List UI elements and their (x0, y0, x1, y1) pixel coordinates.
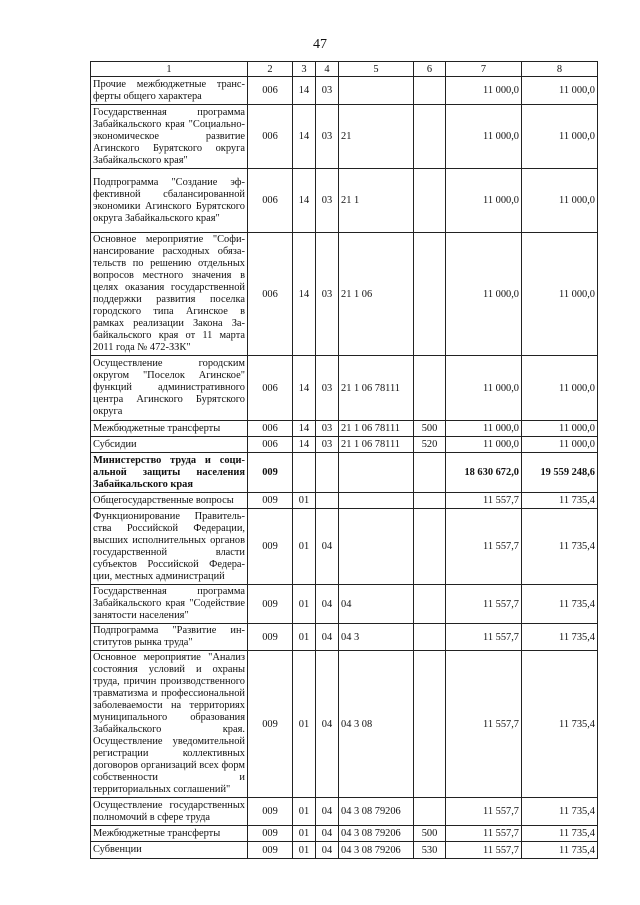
cell-ministry-code: 009 (248, 651, 293, 798)
cell-subsection: 03 (316, 169, 339, 233)
row-name: Осуществление государственных полномочий в сфере труда (91, 798, 248, 826)
cell-amount-year-2: 11 735,4 (522, 826, 598, 842)
table-row (91, 509, 598, 585)
cell-ministry-code: 006 (248, 421, 293, 437)
cell-amount-year-2: 11 000,0 (522, 356, 598, 421)
cell-target-article (339, 453, 414, 493)
cell-amount-year-1: 11 557,7 (446, 624, 522, 651)
cell-section: 01 (293, 624, 316, 651)
table-row (91, 356, 598, 421)
cell-amount-year-1: 11 000,0 (446, 421, 522, 437)
cell-amount-year-2: 11 735,4 (522, 624, 598, 651)
cell-expense-type (414, 233, 446, 356)
cell-amount-year-1: 11 000,0 (446, 356, 522, 421)
cell-expense-type (414, 493, 446, 509)
cell-section: 01 (293, 585, 316, 624)
cell-target-article: 21 (339, 105, 414, 169)
cell-target-article: 21 1 06 78111 (339, 356, 414, 421)
page-number: 47 (313, 37, 327, 52)
column-header-7: 7 (446, 62, 522, 77)
cell-expense-type: 520 (414, 437, 446, 453)
cell-expense-type (414, 509, 446, 585)
cell-section: 01 (293, 798, 316, 826)
table-row (91, 798, 598, 826)
cell-target-article (339, 77, 414, 105)
cell-ministry-code: 009 (248, 585, 293, 624)
cell-expense-type (414, 77, 446, 105)
row-name: Межбюджетные трансферты (91, 826, 248, 842)
cell-expense-type (414, 356, 446, 421)
cell-amount-year-1: 11 557,7 (446, 585, 522, 624)
cell-amount-year-1: 11 000,0 (446, 169, 522, 233)
cell-subsection: 04 (316, 798, 339, 826)
cell-amount-year-1: 18 630 672,0 (446, 453, 522, 493)
cell-section: 01 (293, 842, 316, 859)
table-row (91, 233, 598, 356)
cell-section: 14 (293, 77, 316, 105)
cell-target-article: 04 3 08 79206 (339, 842, 414, 859)
cell-section: 14 (293, 233, 316, 356)
cell-target-article (339, 493, 414, 509)
table-row (91, 585, 598, 624)
cell-amount-year-2: 11 000,0 (522, 105, 598, 169)
cell-section: 14 (293, 437, 316, 453)
cell-amount-year-2: 11 000,0 (522, 437, 598, 453)
cell-expense-type (414, 105, 446, 169)
cell-subsection: 03 (316, 356, 339, 421)
cell-amount-year-2: 11 735,4 (522, 798, 598, 826)
cell-section: 14 (293, 421, 316, 437)
cell-expense-type (414, 585, 446, 624)
table-row (91, 826, 598, 842)
cell-amount-year-2: 11 000,0 (522, 233, 598, 356)
cell-amount-year-2: 11 000,0 (522, 421, 598, 437)
cell-amount-year-1: 11 000,0 (446, 233, 522, 356)
cell-subsection: 03 (316, 421, 339, 437)
cell-ministry-code: 006 (248, 356, 293, 421)
cell-subsection: 03 (316, 105, 339, 169)
cell-subsection: 04 (316, 585, 339, 624)
row-name: Министерство труда и социальной защиты населения Забайкальского края (91, 453, 248, 493)
cell-subsection: 03 (316, 77, 339, 105)
cell-section: 14 (293, 356, 316, 421)
column-header-2: 2 (248, 62, 293, 77)
row-name: Государственная программа Забайкальского края "Социально-экономическое развитие Агинского Бурятского округа Забайкальского края" (91, 105, 248, 169)
column-header-8: 8 (522, 62, 598, 77)
row-name: Прочие межбюджетные трансферты общего характера (91, 77, 248, 105)
row-name: Субсидии (91, 437, 248, 453)
table-row (91, 651, 598, 798)
cell-ministry-code: 009 (248, 842, 293, 859)
row-name: Общегосударственные вопросы (91, 493, 248, 509)
cell-expense-type (414, 798, 446, 826)
row-name: Подпрограмма "Создание эффективной сбалансированной экономики Агинского Бурятского округа Забайкальского края" (91, 169, 248, 233)
cell-target-article: 04 3 08 (339, 651, 414, 798)
row-name: Межбюджетные трансферты (91, 421, 248, 437)
table-row (91, 842, 598, 859)
cell-expense-type (414, 169, 446, 233)
table-body (91, 77, 598, 859)
cell-amount-year-2: 11 735,4 (522, 842, 598, 859)
cell-section: 01 (293, 509, 316, 585)
cell-ministry-code: 009 (248, 826, 293, 842)
cell-target-article: 04 3 08 79206 (339, 826, 414, 842)
cell-expense-type: 530 (414, 842, 446, 859)
cell-subsection: 03 (316, 233, 339, 356)
cell-amount-year-2: 11 000,0 (522, 169, 598, 233)
budget-table (90, 61, 598, 859)
column-header-6: 6 (414, 62, 446, 77)
table-row (91, 437, 598, 453)
cell-subsection: 04 (316, 624, 339, 651)
row-name: Подпрограмма "Развитие институтов рынка труда" (91, 624, 248, 651)
cell-subsection: 04 (316, 842, 339, 859)
cell-ministry-code: 009 (248, 453, 293, 493)
cell-expense-type (414, 651, 446, 798)
row-name: Основное мероприятие "Анализ состояния условий и охраны труда, причин производственного травматизма и профессиональной заболеваемости на территориях муниципального образования Забайкальского края. Осуществление уведомительной регистрации коллективных договоров организаций всех форм собственности и территориальных соглашений" (91, 651, 248, 798)
cell-subsection: 04 (316, 826, 339, 842)
column-header-4: 4 (316, 62, 339, 77)
cell-expense-type (414, 624, 446, 651)
table-row (91, 453, 598, 493)
table-row (91, 105, 598, 169)
cell-target-article: 21 1 06 78111 (339, 421, 414, 437)
cell-amount-year-1: 11 557,7 (446, 509, 522, 585)
table-row (91, 624, 598, 651)
cell-subsection (316, 493, 339, 509)
cell-amount-year-1: 11 000,0 (446, 77, 522, 105)
cell-ministry-code: 006 (248, 105, 293, 169)
cell-target-article (339, 509, 414, 585)
row-name: Осуществление городским округом "Поселок Агинское" функций административного центра Агинского Бурятского округа (91, 356, 248, 421)
cell-subsection: 03 (316, 437, 339, 453)
table-row (91, 421, 598, 437)
cell-amount-year-1: 11 000,0 (446, 105, 522, 169)
cell-expense-type (414, 453, 446, 493)
cell-ministry-code: 006 (248, 437, 293, 453)
cell-amount-year-2: 11 735,4 (522, 651, 598, 798)
cell-section: 01 (293, 826, 316, 842)
cell-amount-year-2: 19 559 248,6 (522, 453, 598, 493)
cell-amount-year-2: 11 735,4 (522, 585, 598, 624)
cell-amount-year-1: 11 557,7 (446, 798, 522, 826)
cell-target-article: 21 1 06 78111 (339, 437, 414, 453)
cell-amount-year-1: 11 557,7 (446, 651, 522, 798)
cell-subsection: 04 (316, 651, 339, 798)
row-name: Государственная программа Забайкальского края "Содействие занятости населения" (91, 585, 248, 624)
cell-ministry-code: 009 (248, 624, 293, 651)
cell-target-article: 04 3 08 79206 (339, 798, 414, 826)
column-header-5: 5 (339, 62, 414, 77)
cell-target-article: 21 1 06 (339, 233, 414, 356)
cell-subsection: 04 (316, 509, 339, 585)
cell-ministry-code: 009 (248, 509, 293, 585)
cell-section: 01 (293, 493, 316, 509)
cell-target-article: 04 (339, 585, 414, 624)
row-name: Основное мероприятие "Софинансирование расходных обязательств по решению отдельных вопросов местного значения в целях оказания государственной поддержки развития поселка городского типа Агинское в рамках реализации Закона Забайкальского края от 11 марта 2011 года № 472-ЗЗК" (91, 233, 248, 356)
row-name: Функционирование Правительства Российской Федерации, высших исполнительных органов государственной власти субъектов Российской Федерации, местных администраций (91, 509, 248, 585)
cell-target-article: 04 3 (339, 624, 414, 651)
cell-amount-year-1: 11 000,0 (446, 437, 522, 453)
cell-subsection (316, 453, 339, 493)
column-header-1: 1 (91, 62, 248, 77)
cell-ministry-code: 006 (248, 169, 293, 233)
cell-expense-type: 500 (414, 826, 446, 842)
header-row (91, 62, 598, 77)
cell-ministry-code: 006 (248, 77, 293, 105)
cell-amount-year-1: 11 557,7 (446, 826, 522, 842)
column-header-3: 3 (293, 62, 316, 77)
table-row (91, 169, 598, 233)
cell-amount-year-1: 11 557,7 (446, 842, 522, 859)
cell-section (293, 453, 316, 493)
cell-amount-year-2: 11 000,0 (522, 77, 598, 105)
cell-amount-year-2: 11 735,4 (522, 493, 598, 509)
table-row (91, 493, 598, 509)
cell-target-article: 21 1 (339, 169, 414, 233)
cell-section: 14 (293, 105, 316, 169)
cell-amount-year-1: 11 557,7 (446, 493, 522, 509)
cell-amount-year-2: 11 735,4 (522, 509, 598, 585)
row-name: Субвенции (91, 842, 248, 859)
cell-expense-type: 500 (414, 421, 446, 437)
table-row (91, 77, 598, 105)
cell-ministry-code: 006 (248, 233, 293, 356)
cell-section: 14 (293, 169, 316, 233)
cell-ministry-code: 009 (248, 493, 293, 509)
cell-section: 01 (293, 651, 316, 798)
cell-ministry-code: 009 (248, 798, 293, 826)
